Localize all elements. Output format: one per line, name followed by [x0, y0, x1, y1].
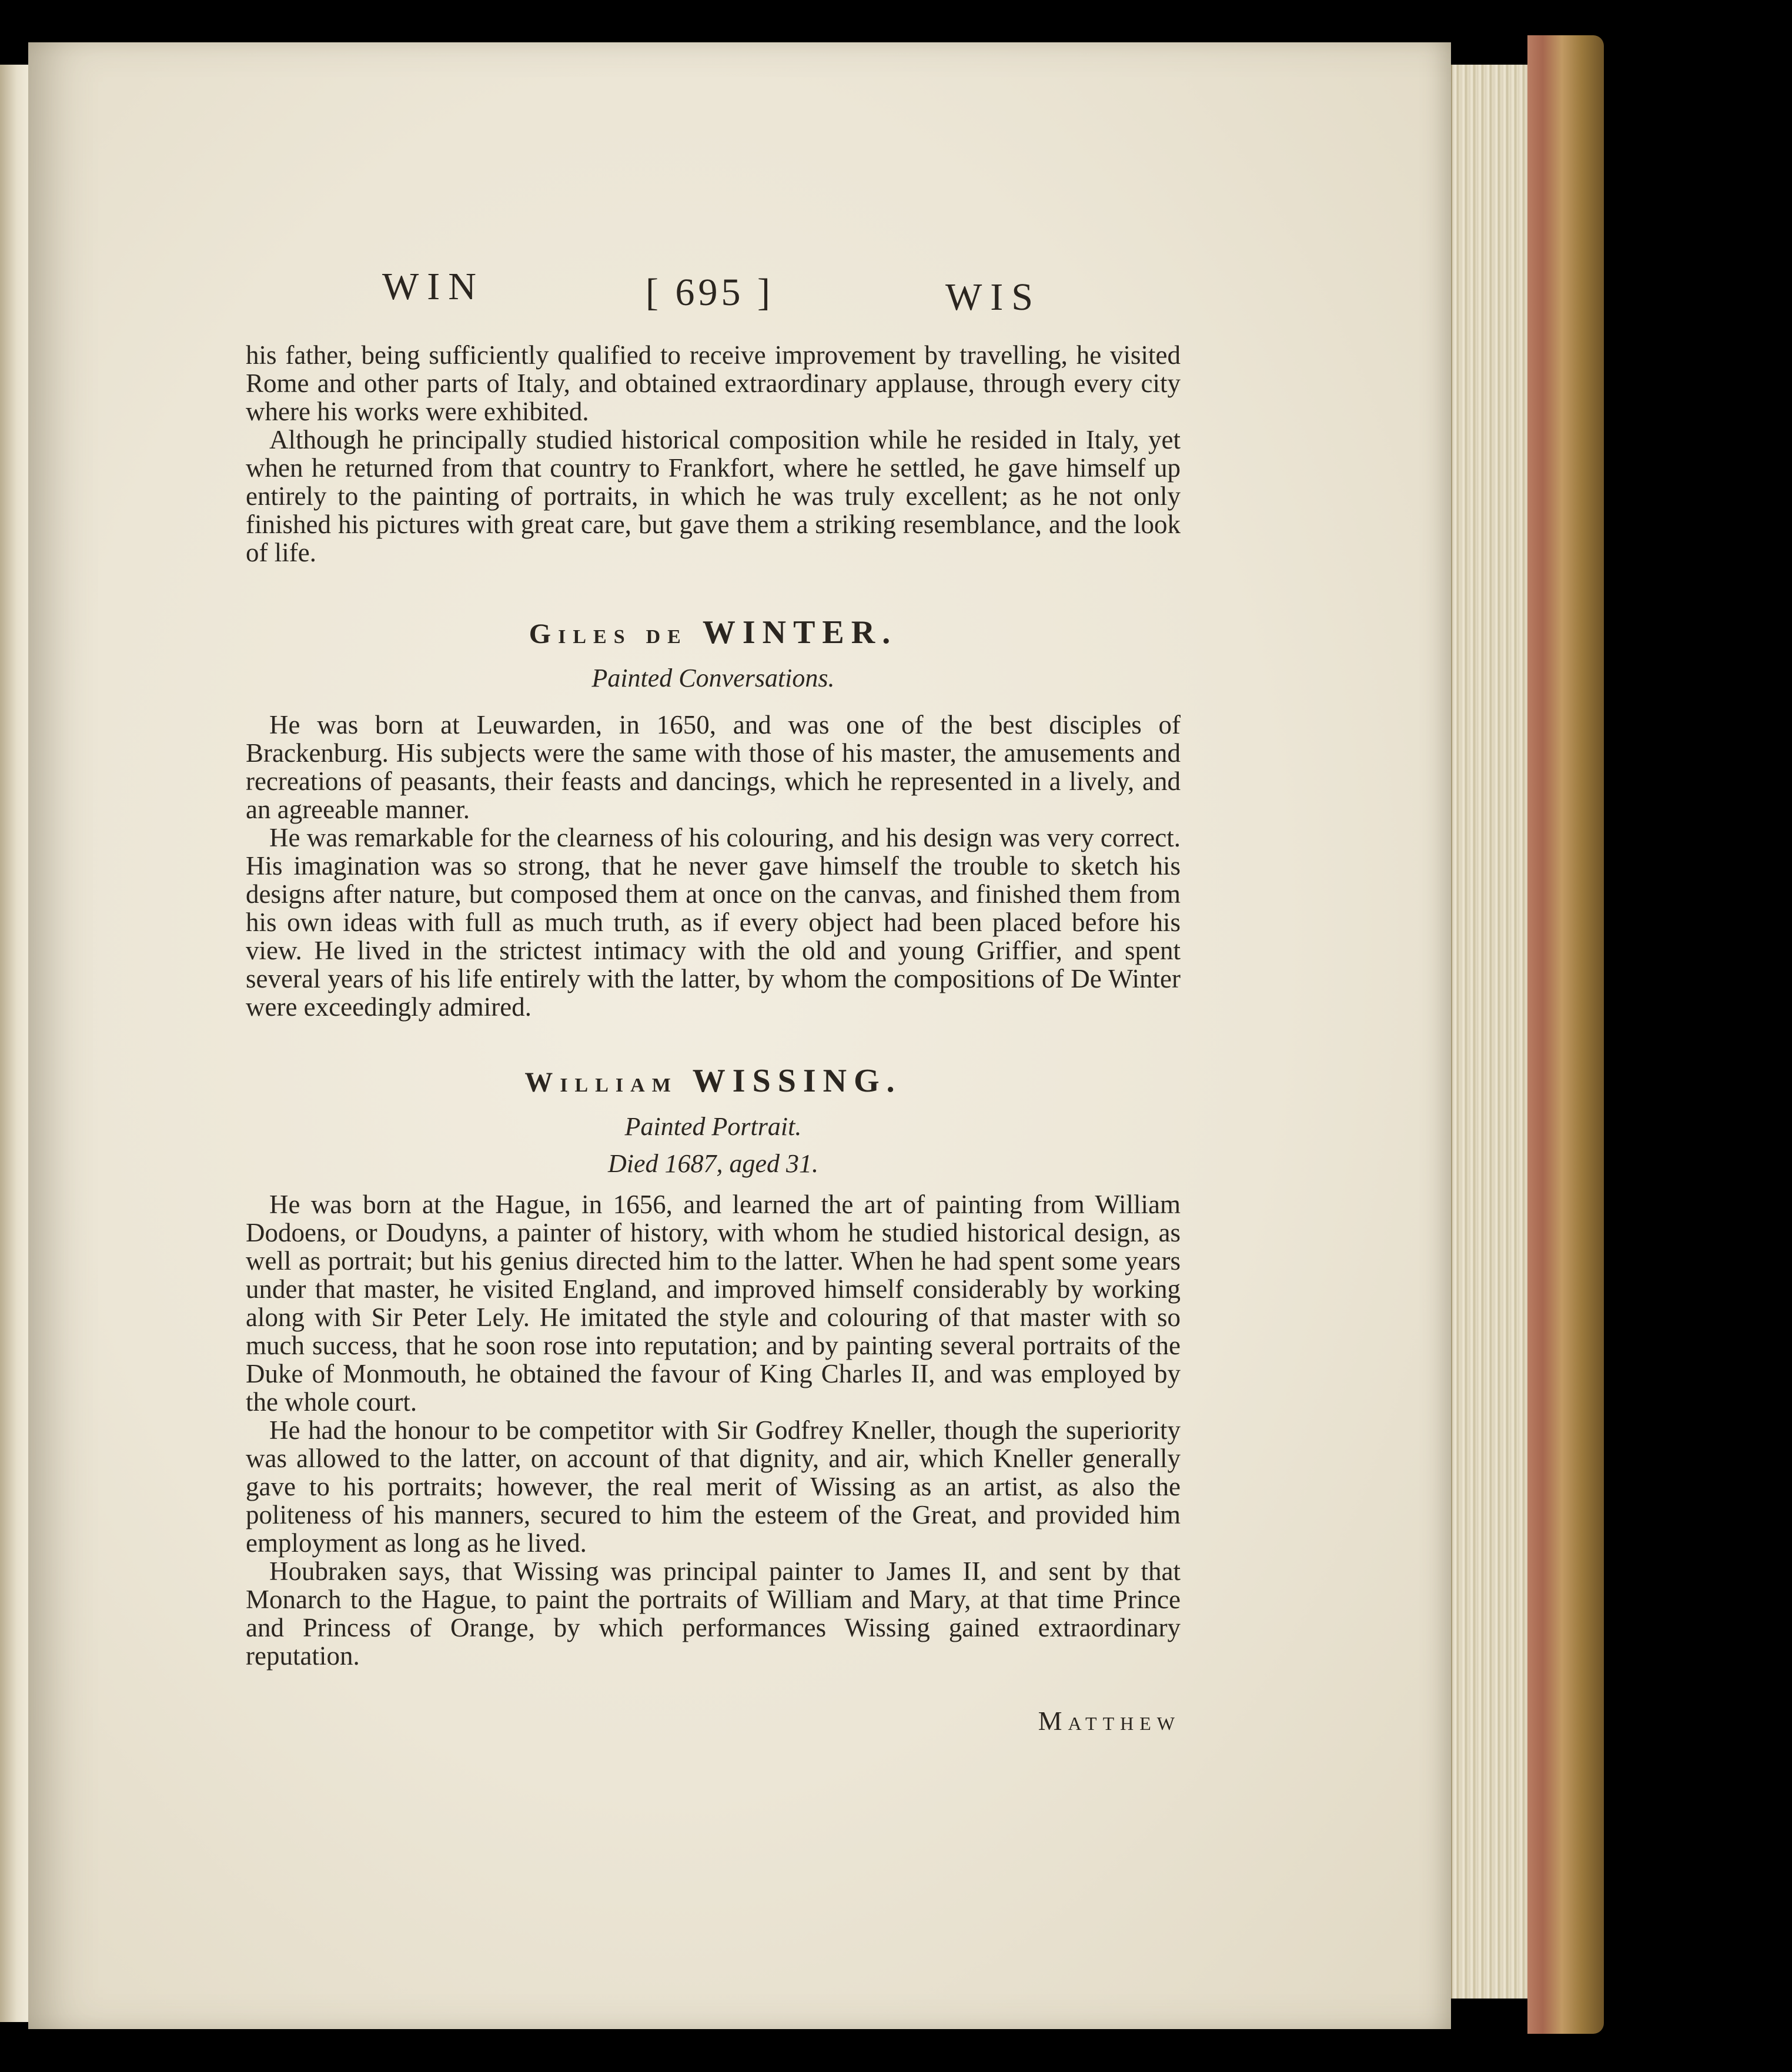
entry-subtitle: Painted Portrait. [624, 1112, 802, 1141]
page-text [246, 259, 1181, 1758]
paragraph: He was remarkable for the clearness of his colouring, and his design was very correct. His imagination was so strong, that he never gave himself the trouble to sketch his designs after nature, but composed them at once on the canvas, and finished them from his own ideas with full as much truth, as if every object had been placed before his view. He lived in the strictest intimacy with the old and young Griffier, and spent several years of his life entirely with the latter, by whom the compositions of De Winter were exceedingly admired. [246, 823, 1181, 1022]
running-head-right: WIS [945, 276, 1041, 319]
entry-wissing [246, 1062, 1181, 1670]
paragraph: He had the honour to be competitor with Sir Godfrey Kneller, though the superiority was allowed to the latter, on account of that dignity, and air, which Kneller generally gave to his portraits; however, the real merit of Wissing as an artist, as also the politeness of his manners, secured to him the esteem of the Great, and provided him employment as long as he lived. [246, 1415, 1181, 1558]
page-stack-edges [1451, 65, 1529, 1999]
paragraph: Houbraken says, that Wissing was principal painter to James II, and sent by that Monarch to the Hague, to paint the portraits of William and Mary, at that time Prince and Princess of Orange, by which performances Wissing gained extraordinary reputation. [246, 1556, 1181, 1671]
paragraph: He was born at the Hague, in 1656, and learned the art of painting from William Dodoens, or Doudyns, a painter of history, with whom he studied historical design, as well as portrait; but his genius directed him to the latter. When he had spent some years under that master, he visited England, and improved himself considerably by working along with Sir Peter Lely. He imitated the style and colouring of that master with so much success, that he soon rose into reputation; and by painting several portraits of the Duke of Monmouth, he obtained the favour of King Charles II, and was employed by the whole court. [246, 1190, 1181, 1417]
running-head [246, 259, 1181, 317]
paragraph: Although he principally studied historical composition while he resided in Italy, yet when he returned from that country to Frankfort, where he settled, he gave himself up entirely to the painting of portraits, in which he was truly excellent; as he not only finished his pictures with great care, but gave them a striking resemblance, and the look of life. [246, 425, 1181, 567]
paragraph: He was born at Leuwarden, in 1650, and was one of the best disciples of Brackenburg. His subjects were the same with those of his master, the amusements and recreations of peasants, their feasts and dancings, which he represented in a lively, and an agreeable manner. [246, 710, 1181, 824]
entry-heading [246, 614, 1181, 651]
previous-page-edge [0, 65, 29, 2022]
running-head-left: WIN [382, 265, 484, 308]
entry-last-name: WINTER. [702, 614, 898, 651]
entry-first-name: Giles de [529, 618, 688, 650]
entry-first-name: William [524, 1067, 678, 1098]
entry-last-name: WISSING. [692, 1063, 902, 1099]
book-cover-edge [1527, 35, 1604, 2034]
paragraph: his father, being sufficiently qualified to receive improvement by travelling, he visited Rome and other parts of Italy, and obtained extraordinary applause, through every city where his works were exhibited. [246, 340, 1181, 426]
background [1604, 35, 1792, 2072]
catchword: Matthew [1038, 1706, 1181, 1736]
entry-subtitle: Painted Conversations. [591, 664, 835, 692]
entry-winter [246, 614, 1181, 1021]
entry-died: Died 1687, aged 31. [607, 1149, 819, 1178]
continuation-text [246, 341, 1181, 567]
page-number: [ 695 ] [646, 271, 774, 314]
entry-heading [246, 1062, 1181, 1100]
